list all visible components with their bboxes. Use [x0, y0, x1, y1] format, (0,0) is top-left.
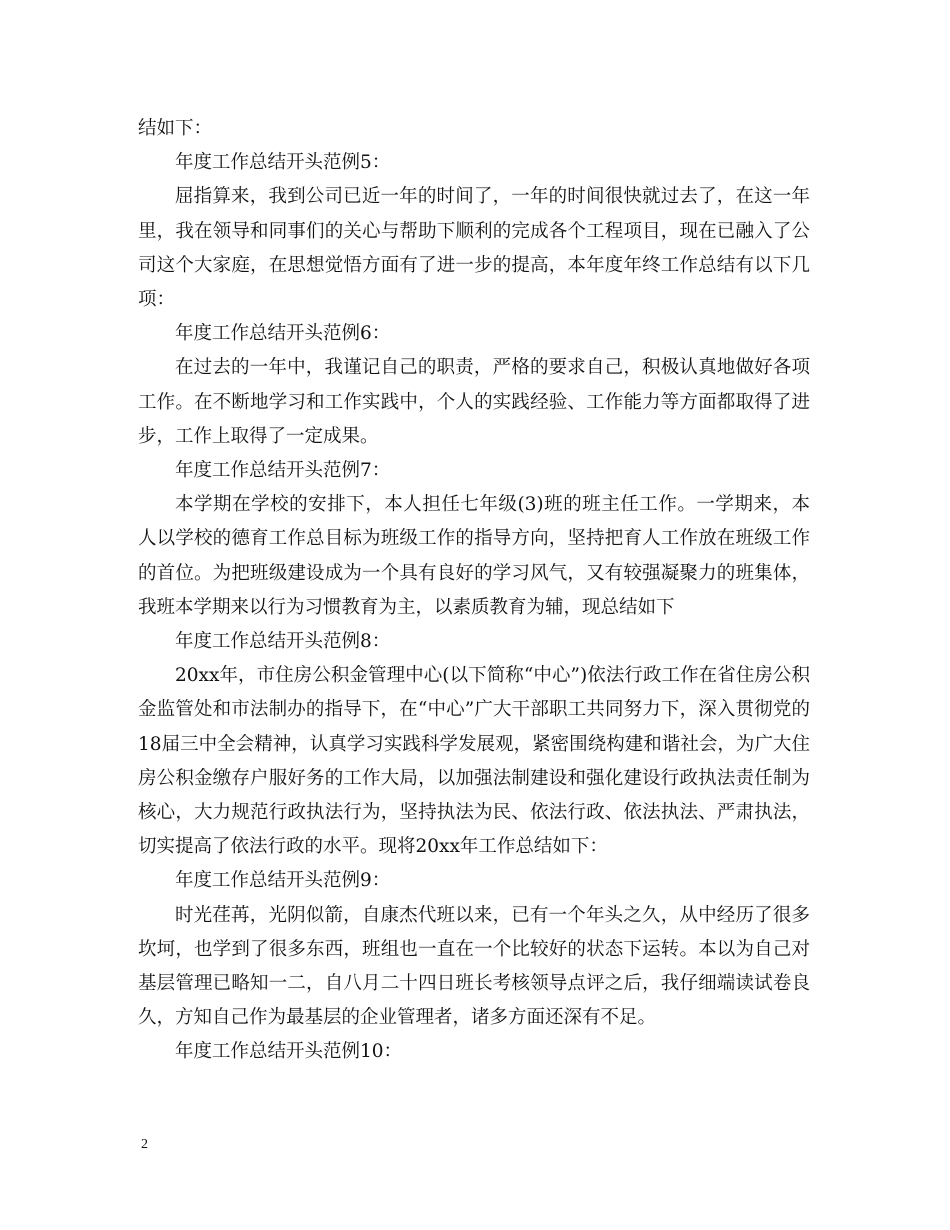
paragraph-example-9: 时光荏苒，光阴似箭，自康杰代班以来，已有一个年头之久，从中经历了很多坎坷，也学到了很多东西，班组也一直在一个比较好的状态下运转。本以为自己对基层管理已略知一二，自八月二十四日班长考核领导点评之后，我仔细端读试卷良久，方知自己作为最基层的企业管理者，诸多方面还深有不足。 — [138, 904, 810, 1029]
paragraph-example-7: 本学期在学校的安排下，本人担任七年级(3)班的班主任工作。一学期来，本人以学校的德育工作总目标为班级工作的指导方向，坚持把育人工作放在班级工作的首位。为把班级建设成为一个具有良好的学习风气，又有较强凝聚力的班集体，我班本学期来以行为习惯教育为主，以素质教育为辅，现总结如下 — [138, 494, 810, 618]
paragraph-example-6: 在过去的一年中，我谨记自己的职责，严格的要求自己，积极认真地做好各项工作。在不断地学习和工作实践中，个人的实践经验、工作能力等方面都取得了进步，工作上取得了一定成果。 — [138, 357, 810, 447]
page-number: 2 — [141, 1137, 148, 1152]
heading-example-6: 年度工作总结开头范例6： — [175, 323, 391, 345]
heading-example-5: 年度工作总结开头范例5： — [175, 152, 391, 174]
paragraph-example-5: 屈指算来，我到公司已近一年的时间了，一年的时间很快就过去了，在这一年里，我在领导和同事们的关心与帮助下顺利的完成各个工程项目，现在已融入了公司这个大家庭，在思想觉悟方面有了进一步的提高，本年度年终工作总结有以下几项： — [138, 186, 810, 311]
heading-example-10: 年度工作总结开头范例10： — [175, 1041, 403, 1063]
document-body — [138, 112, 810, 1070]
heading-example-9: 年度工作总结开头范例9： — [175, 870, 391, 892]
heading-example-8: 年度工作总结开头范例8： — [175, 631, 391, 653]
heading-example-7: 年度工作总结开头范例7： — [175, 460, 391, 482]
paragraph-example-8: 20xx年，市住房公积金管理中心(以下简称“中心”)依法行政工作在省住房公积金监管处和市法制办的指导下，在“中心”广大干部职工共同努力下，深入贯彻党的18届三中全会精神，认真学习实践科学发展观，紧密围绕构建和谐社会，为广大住房公积金缴存户服好务的工作大局，以加强法制建设和强化建设行政执法责任制为核心，大力规范行政执法行为，坚持执法为民、依法行政、依法执法、严肃执法，切实提高了依法行政的水平。现将20xx年工作总结如下： — [138, 665, 810, 858]
paragraph-continuation: 结如下： — [138, 118, 213, 139]
